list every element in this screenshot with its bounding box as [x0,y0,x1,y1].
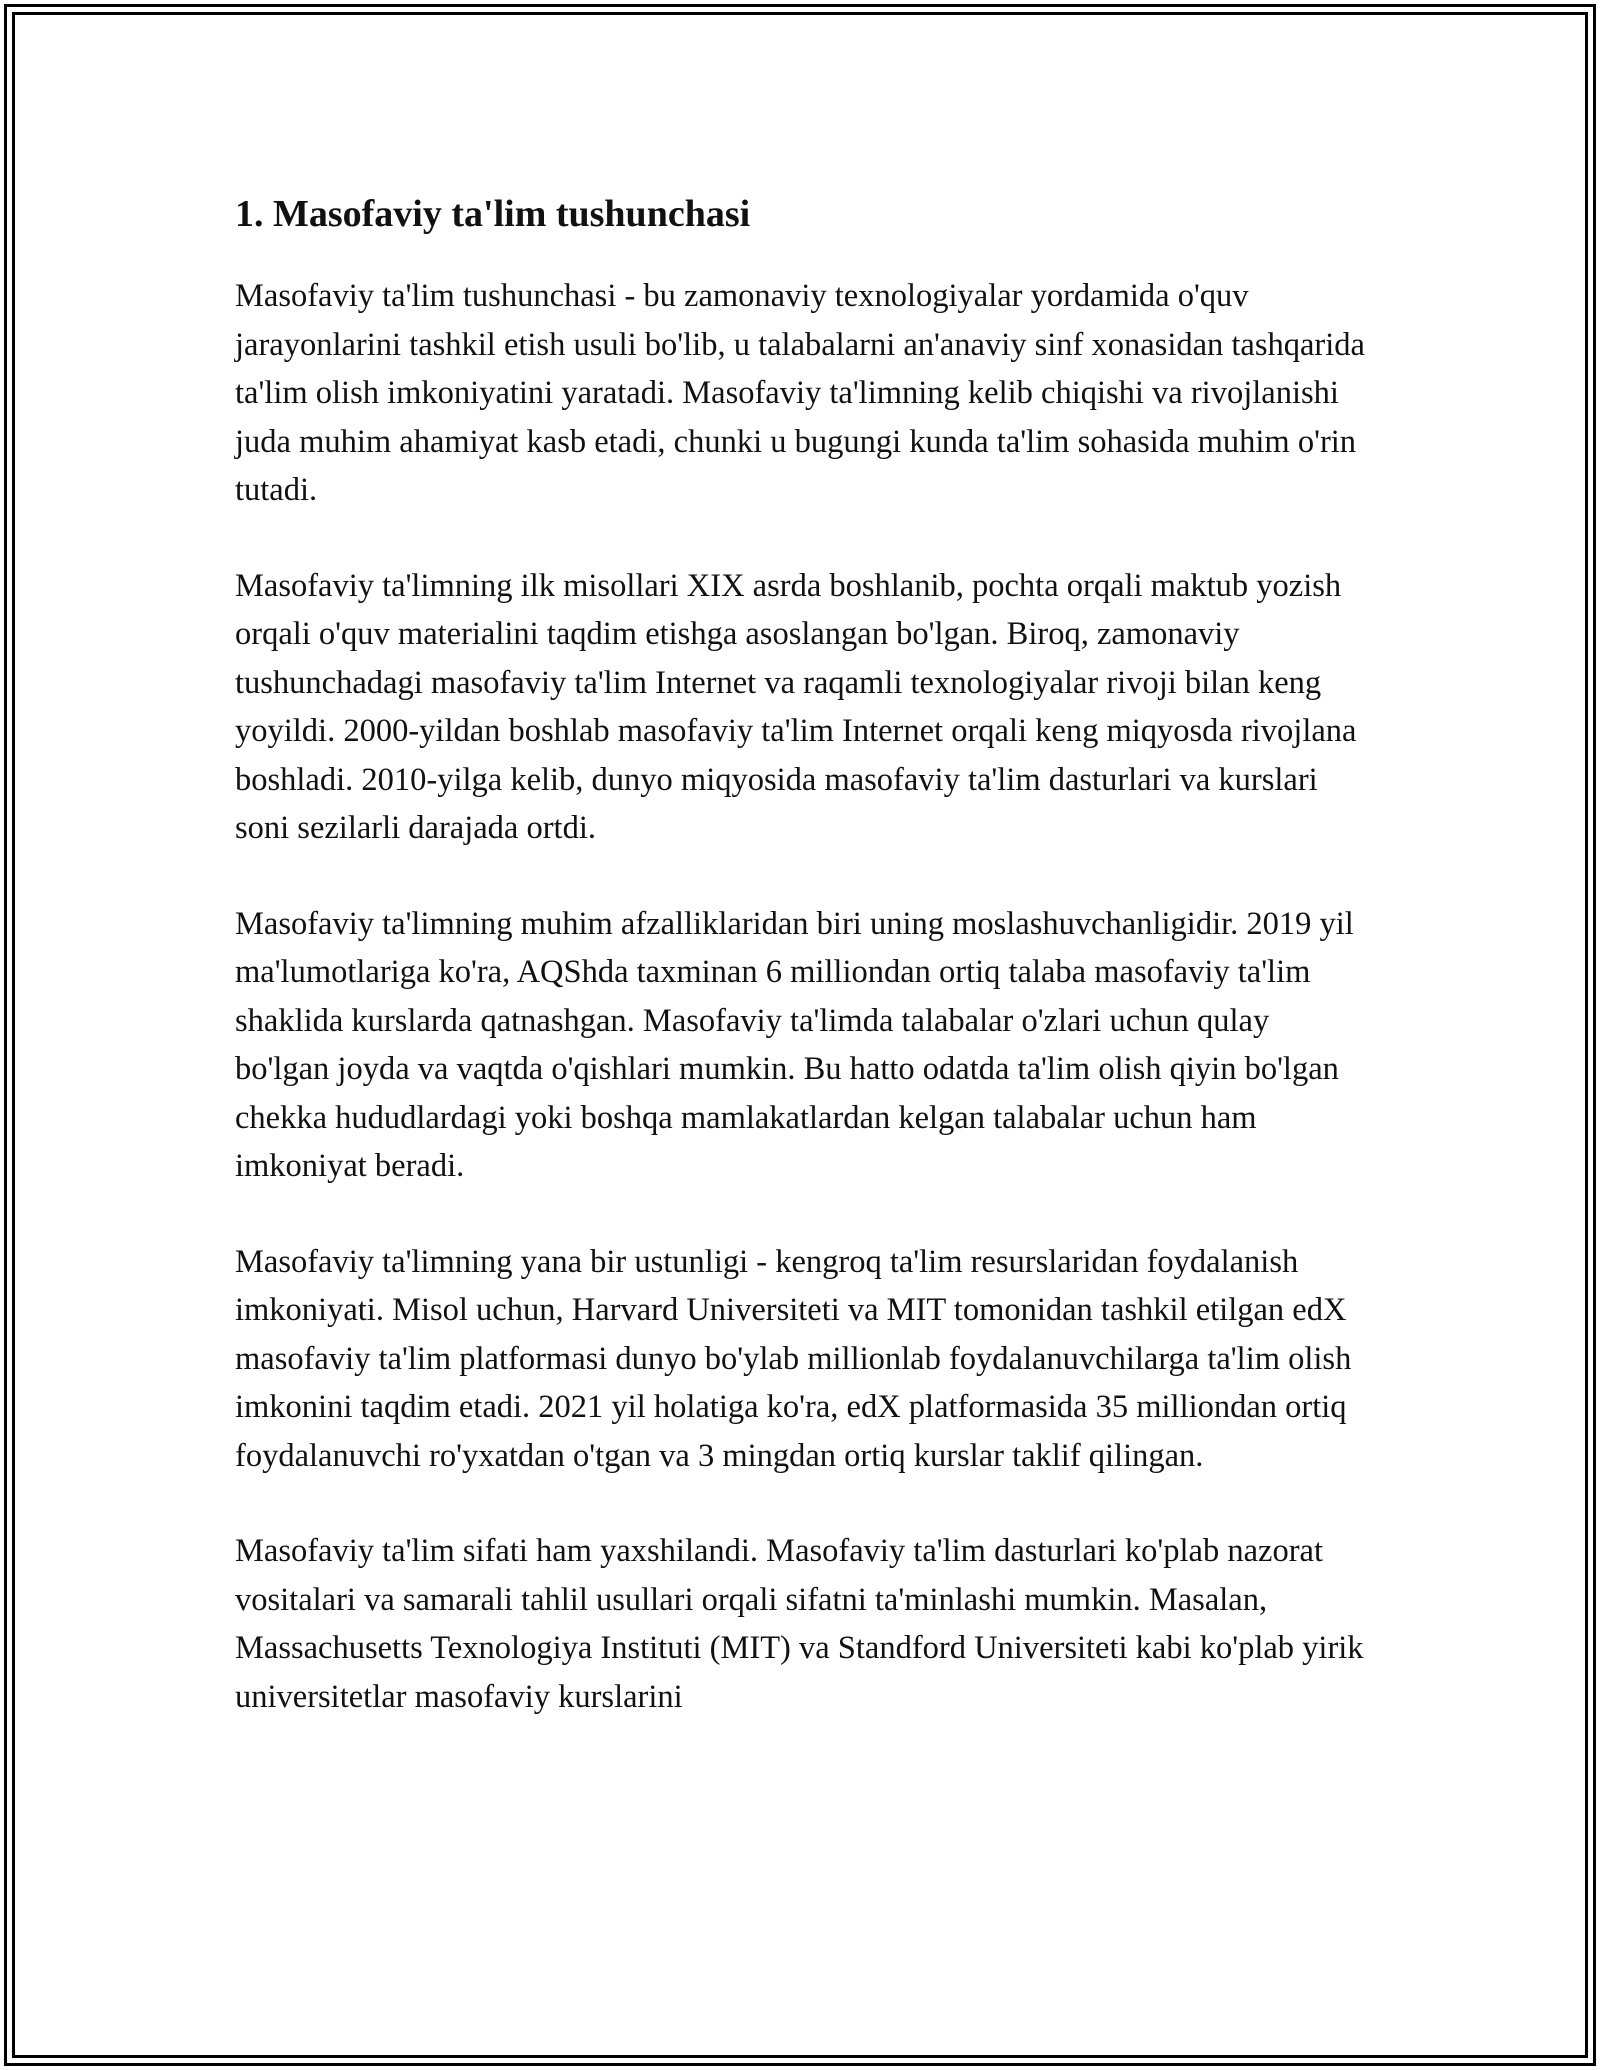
paragraph-5: Masofaviy ta'lim sifati ham yaxshilandi. Masofaviy ta'lim dasturlari ko'plab nazorat vositalari va samarali tahlil usullari orqali sifatni ta'minlashi mumkin. Masalan, Massachusetts Texnologiya Instituti (MIT) va Standford Universiteti kabi ko'plab yirik universitetlar masofaviy kurslarini [235,1533,1364,1715]
paragraph-4: Masofaviy ta'limning yana bir ustunligi - kengroq ta'lim resurslaridan foydalanish imkoniyati. Misol uchun, Harvard Universiteti va MIT tomonidan tashkil etilgan edX masofaviy ta'lim platformasi dunyo bo'ylab millionlab foydalanuvchilarga ta'lim olish imkonini taqdim etadi. 2021 yil holatiga ko'ra, edX platformasida 35 milliondan ortiq foydalanuvchi ro'yxatdan o'tgan va 3 mingdan ortiq kurslar taklif qilingan. [235,1243,1352,1474]
paragraph-1: Masofaviy ta'lim tushunchasi - bu zamonaviy texnologiyalar yordamida o'quv jarayonlarini tashkil etish usuli bo'lib, u talabalarni an'anaviy sinf xonasidan tashqarida ta'lim olish imkoniyatini yaratadi. Masofaviy ta'limning kelib chiqishi va rivojlanishi juda muhim ahamiyat kasb etadi, chunki u bugungi kunda ta'lim sohasida muhim o'rin tutadi. [235,278,1365,508]
paragraph-3: Masofaviy ta'limning muhim afzalliklaridan biri uning moslashuvchanligidir. 2019 yil ma'lumotlariga ko'ra, AQShda taxminan 6 milliondan ortiq talaba masofaviy ta'lim shaklida kurslarda qatnashgan. Masofaviy ta'limda talabalar o'zlari uchun qulay bo'lgan joyda va vaqtda o'qishlari mumkin. Bu hatto odatda ta'lim olish qiyin bo'lgan chekka hududlardagi yoki boshqa mamlakatlardan kelgan talabalar uchun ham imkoniyat beradi. [235,905,1354,1184]
section-heading: 1. Masofaviy ta'lim tushunchasi [235,193,751,235]
paragraph-2: Masofaviy ta'limning ilk misollari XIX asrda boshlanib, pochta orqali maktub yozish orqali o'quv materialini taqdim etishga asoslangan bo'lgan. Biroq, zamonaviy tushunchadagi masofaviy ta'lim Internet va raqamli texnologiyalar rivoji bilan keng yoyildi. 2000-yildan boshlab masofaviy ta'lim Internet orqali keng miqyosda rivojlana boshladi. 2010-yilga kelib, dunyo miqyosida masofaviy ta'lim dasturlari va kurslari soni sezilarli darajada ortdi. [235,567,1357,846]
document-body [235,186,1365,1721]
